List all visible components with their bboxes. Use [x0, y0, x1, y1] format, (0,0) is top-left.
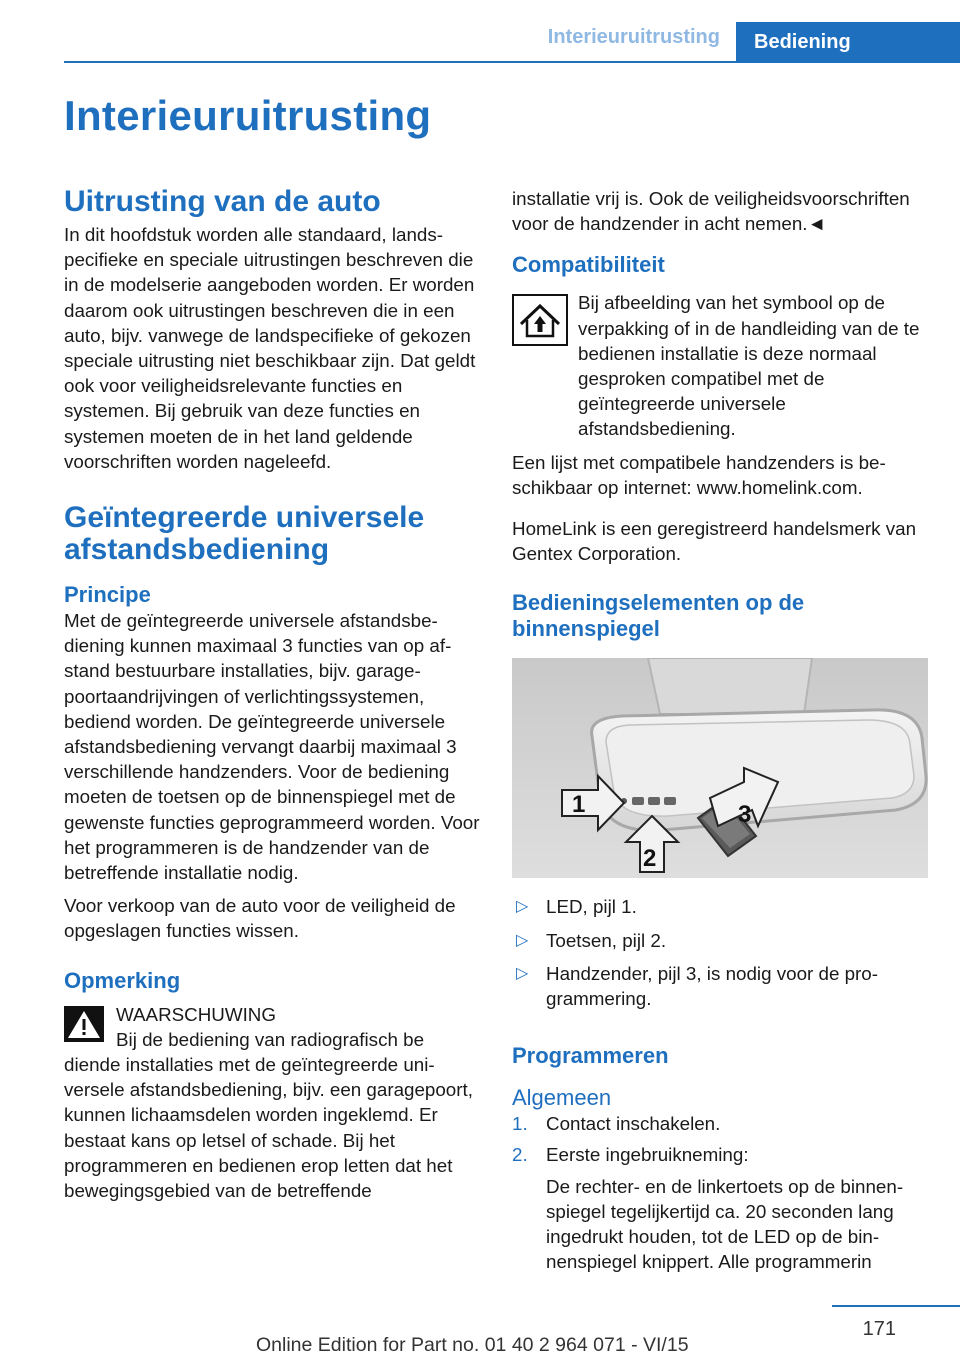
- warning-label: WAARSCHUWING: [116, 1003, 276, 1025]
- compat-block: [512, 290, 930, 441]
- warning-block: [64, 1002, 482, 1052]
- arrow-label-3: 3: [738, 801, 752, 829]
- homelink-house-icon: [512, 294, 568, 346]
- heading-uitrusting: Uitrusting van de auto: [64, 185, 381, 218]
- paragraph-lijst-handzenders: Een lijst met compatibele handzenders is beschikbaar op internet: www.homelink.com.: [512, 451, 886, 498]
- header-section-title: Interieuruitrusting: [547, 26, 720, 48]
- warning-icon: [64, 1006, 104, 1042]
- page-header: [0, 0, 960, 62]
- steps-list: [512, 1111, 930, 1274]
- heading-opmerking: Opmerking: [64, 967, 181, 993]
- paragraph-compatibiliteit: Bij afbeelding van het symbool op de verpakking of in de handleiding van de te bedienen installatie is deze normaal gesproken compatibel met de geïntegreerde universele afstandsbediening.: [578, 292, 920, 440]
- paragraph-warning-continued: installatie vrij is. Ook de veiligheidsvoorschriften voor de handzender in acht nemen.◄: [512, 188, 910, 235]
- header-rule: [64, 61, 960, 63]
- heading-programmeren: Programmeren: [512, 1043, 669, 1069]
- page-number: 171: [862, 1318, 896, 1340]
- list-item: 2. Eerste ingebruikneming: De rechter- en de linkertoets op de binnenspiegel tegelijkertijd ca. 20 seconden lang ingedrukt houden, tot de LED op de binnenspiegel knippert. Alle programmerin: [512, 1142, 930, 1274]
- figure-legend-list: [512, 894, 930, 1011]
- heading-compatibiliteit: Compatibiliteit: [512, 252, 665, 278]
- warning-text: diende installaties met de geïntegreerde universele afstandsbediening, bijv. een garagepoort, kunnen lichaamsdelen worden ingeklemd. Er bestaat kans op letsel of schade. Bij het programmeren en bedienen erop letten dat het bewegingsgebied van de betreffende: [64, 1054, 473, 1202]
- heading-universele-afstandsbediening: Geïntegreerde universele afstandsbediening: [64, 501, 425, 567]
- paragraph-verkoop: Voor verkoop van de auto voor de veiligheid de opgeslagen functies wissen.: [64, 895, 456, 942]
- list-item: 1. Contact inschakelen.: [512, 1113, 721, 1135]
- right-column: [512, 186, 930, 1280]
- page-title: Interieuruitrusting: [64, 92, 432, 139]
- footer-rule: [832, 1305, 960, 1307]
- heading-bedieningselementen: Bedieningselementen op de binnenspiegel: [512, 590, 805, 642]
- arrow-label-1: 1: [572, 791, 586, 819]
- list-item: ▷ Handzender, pijl 3, is nodig voor de programmering.: [516, 962, 879, 1010]
- heading-algemeen: Algemeen: [512, 1085, 612, 1111]
- paragraph-principe: Met de geïntegreerde universele afstandsbediening kunnen maximaal 3 functies van op afstand bestuurbare installaties, bijv. garagepoortaandrijvingen of verlichtingssystemen, bediend worden. De geïntegreerde universele afstandsbediening vervangt daarbij maximaal 3 verschillende handzenders. Voor de bediening moeten de toetsen op de binnenspiegel met de gewenste functies geprogrammeerd worden. Voor het programmeren is de handzender van de betreffende installatie nodig.: [64, 610, 480, 884]
- warning-text-start: Bij de bediening van radiografisch be: [116, 1028, 425, 1050]
- step2-detail: De rechter- en de linkertoets op de binnenspiegel tegelijkertijd ca. 20 seconden lang ingedrukt houden, tot de LED op de binnenspiegel knippert. Alle programmerin: [546, 1175, 904, 1273]
- list-item: ▷ LED, pijl 1.: [516, 896, 637, 918]
- list-item: ▷ Toetsen, pijl 2.: [516, 929, 667, 951]
- mirror-figure: [512, 658, 928, 878]
- header-chapter-tab: Bediening: [736, 22, 960, 62]
- left-column: [64, 186, 482, 1203]
- footer-edition: Online Edition for Part no. 01 40 2 964 071 - VI/15: [256, 1334, 689, 1356]
- heading-principe: Principe: [64, 582, 151, 608]
- paragraph-homelink: HomeLink is een geregistreerd handelsmerk van Gentex Corporation.: [512, 518, 917, 565]
- arrow-label-2: 2: [643, 845, 657, 873]
- paragraph-uitrusting: In dit hoofdstuk worden alle standaard, landspecifieke en speciale uitrustingen beschreven die in de modelserie aangeboden worden. Er worden daarom ook uitrustingen beschreven die in een auto, bijv. vanwege de landspecifieke of gekozen speciale uitrusting niet beschikbaar zijn. Dat geldt ook voor veiligheidsrelevante functies en systemen. Bij gebruik van deze functies en systemen moeten de in het land geldende voorschriften worden nageleefd.: [64, 224, 476, 472]
